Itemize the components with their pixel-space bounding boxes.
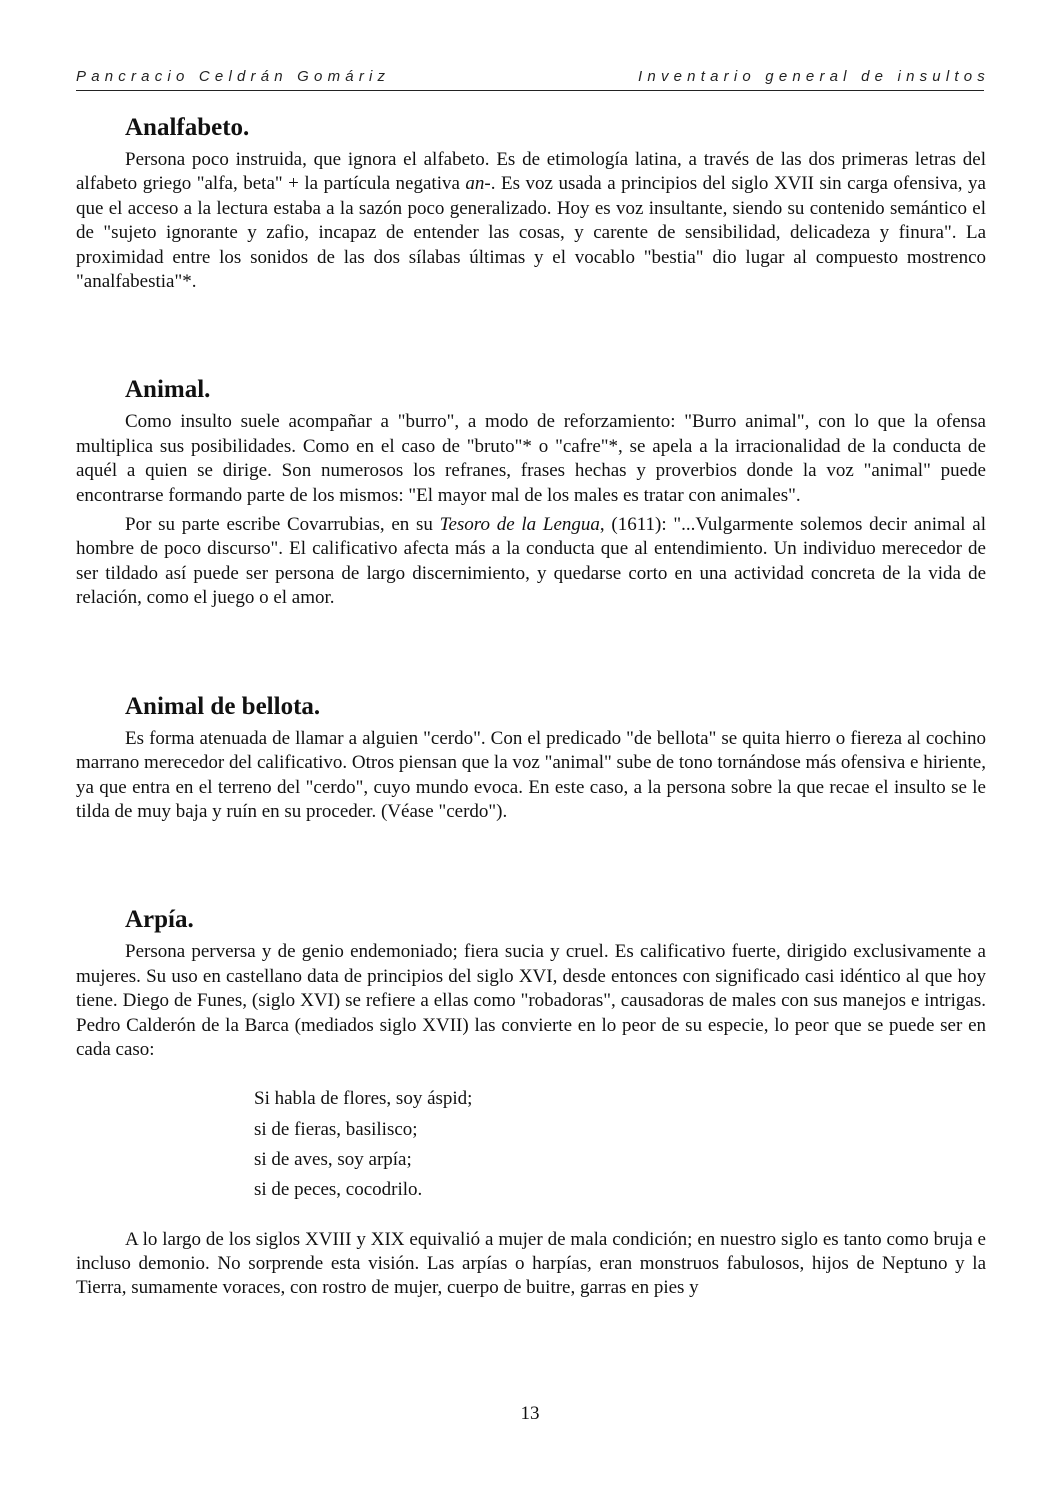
entry-paragraph (76, 513, 986, 611)
entry-arpia (76, 904, 986, 1300)
italic-text: Tesoro de la Lengua (439, 514, 600, 536)
verse-line: si de fieras, basilisco; (254, 1118, 418, 1140)
entry-title: Arpía. (125, 906, 194, 934)
entry-title: Animal de bellota. (125, 692, 321, 720)
text-run: , (1611): "...Vulgarmente solemos decir animal al hombre de poco discurso". El calificativo afecta más a la conducta que al entendimiento. Un individuo merecedor de ser tildado así puede ser persona de largo discernimiento, y quedarse corto en una actividad concreta de la vida de relación, como el juego o el amor. (76, 514, 986, 609)
entry-animal (76, 374, 986, 610)
entry-paragraph: Como insulto suele acompañar a "burro", a modo de reforzamiento: "Burro animal", con lo que la ofensa multiplica sus posibilidades. Como en el caso de "bruto"* o "cafre"*, se apela a la irracionalidad de la conducta de aquél a quien se dirige. Son numerosos los refranes, frases hechas y proverbios donde la voz "animal" puede encontrarse formando parte de los mismos: "El mayor mal de los males es tratar con animales". (76, 411, 986, 506)
verse-quote (254, 1084, 986, 1205)
page-number: 13 (520, 1403, 540, 1424)
entry-animal-de-bellota (76, 691, 986, 825)
header-author: Pancracio Celdrán Gomáriz (76, 68, 391, 85)
entry-paragraph: Persona perversa y de genio endemoniado; fiera sucia y cruel. Es calificativo fuerte, dirigido exclusivamente a mujeres. Su uso en castellano data de principios del siglo XVI, desde entonces con significado casi idéntico al que hoy tiene. Diego de Funes, (siglo XVI) se refiere a ellas como "robadoras", causadoras de males con sus manejos e intrigas. Pedro Calderón de la Barca (mediados siglo XVII) las convierte en lo peor de su especie, lo peor que se puede ser en cada caso: (76, 941, 986, 1060)
verse-line: Si habla de flores, soy áspid; (254, 1088, 473, 1110)
header-book-title: Inventario general de insultos (638, 68, 990, 85)
verse-line: si de aves, soy arpía; (254, 1148, 412, 1170)
entry-title: Animal. (125, 376, 211, 404)
page-content (76, 112, 986, 1301)
entry-paragraph (76, 148, 986, 294)
entry-analfabeto (76, 112, 986, 294)
verse-line: si de peces, cocodrilo. (254, 1179, 423, 1201)
running-header (76, 68, 990, 91)
text-run: . Es voz usada a principios del siglo XVII sin carga ofensiva, ya que el acceso a la lectura estaba a la sazón poco generalizado. Hoy es voz insultante, siendo su contenido semántico el de "sujeto ignorante y zafio, incapaz de entender las cosas, y carente de sensibilidad, delicadeza y finura". La proximidad entre los sonidos de las dos sílabas últimas y el vocablo "bestia" dio lugar al compuesto mostrenco "analfabestia"*. (76, 173, 986, 293)
entry-paragraph: Es forma atenuada de llamar a alguien "cerdo". Con el predicado "de bellota" se quita hierro o fiereza al cochino marrano merecedor del calificativo. Otros piensan que la voz "animal" sube de tono tornándose más ofensiva e hiriente, ya que entra en el terreno del "cerdo", cuyo mundo evoca. En este caso, a la persona sobre la que recae el insulto se le tilda de muy baja y ruín en su proceder. (Véase "cerdo"). (76, 727, 986, 822)
entry-paragraph: A lo largo de los siglos XVIII y XIX equivalió a mujer de mala condición; en nuestro siglo es tanto como bruja e incluso demonio. No sorprende esta visión. Las arpías o harpías, eran monstruos fabulosos, hijos de Neptuno y la Tierra, sumamente voraces, con rostro de mujer, cuerpo de buitre, garras en pies y (76, 1228, 986, 1299)
italic-text: an- (465, 173, 491, 195)
entry-title: Analfabeto. (125, 114, 250, 141)
text-run: Persona poco instruida, que ignora el alfabeto. Es de etimología latina, a través de las dos primeras letras del alfabeto griego "alfa, beta" + la partícula negativa (76, 149, 986, 195)
text-run: Por su parte escribe Covarrubias, en su (125, 514, 440, 536)
